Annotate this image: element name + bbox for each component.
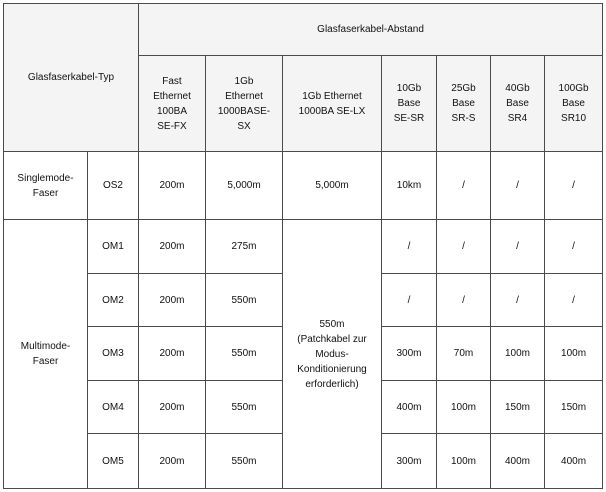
table-cell: 200m bbox=[139, 327, 206, 381]
table-cell: / bbox=[491, 274, 545, 327]
table-cell: 550m bbox=[206, 381, 283, 434]
table-cell: / bbox=[382, 220, 437, 274]
fiber-type-om1: OM1 bbox=[88, 220, 139, 274]
fiber-type-om2: OM2 bbox=[88, 274, 139, 327]
table-cell: / bbox=[545, 274, 603, 327]
table-cell: / bbox=[545, 152, 603, 220]
column-header-100gb: 100Gb Base SR10 bbox=[545, 56, 603, 152]
table-cell: 10km bbox=[382, 152, 437, 220]
table-cell: 5,000m bbox=[283, 152, 382, 220]
table-cell: / bbox=[437, 220, 491, 274]
table-cell: 100m bbox=[437, 434, 491, 489]
table-cell: / bbox=[491, 220, 545, 274]
column-header-1gb-lx: 1Gb Ethernet 1000BA SE-LX bbox=[283, 56, 382, 152]
table-cell: 400m bbox=[545, 434, 603, 489]
table-cell: 400m bbox=[491, 434, 545, 489]
table-cell: 200m bbox=[139, 381, 206, 434]
table-cell: 150m bbox=[491, 381, 545, 434]
fiber-type-om4: OM4 bbox=[88, 381, 139, 434]
table-cell: 275m bbox=[206, 220, 283, 274]
table-row bbox=[4, 220, 603, 274]
column-header-40gb: 40Gb Base SR4 bbox=[491, 56, 545, 152]
column-header-10gb: 10Gb Base SE-SR bbox=[382, 56, 437, 152]
table-cell: / bbox=[545, 220, 603, 274]
table-cell: 200m bbox=[139, 274, 206, 327]
table-cell: / bbox=[437, 152, 491, 220]
table-cell: 150m bbox=[545, 381, 603, 434]
fiber-type-om3: OM3 bbox=[88, 327, 139, 381]
column-header-fast-ethernet: Fast Ethernet 100BA SE-FX bbox=[139, 56, 206, 152]
table-cell: 200m bbox=[139, 220, 206, 274]
table-cell: 5,000m bbox=[206, 152, 283, 220]
cable-type-header: Glasfaserkabel-Typ bbox=[4, 4, 139, 152]
table-cell: / bbox=[491, 152, 545, 220]
cable-distance-header: Glasfaserkabel-Abstand bbox=[139, 4, 603, 56]
table-cell: 70m bbox=[437, 327, 491, 381]
table-cell: / bbox=[382, 274, 437, 327]
table-cell: 100m bbox=[545, 327, 603, 381]
column-header-1gb-sx: 1Gb Ethernet 1000BASE- SX bbox=[206, 56, 283, 152]
table-cell: 300m bbox=[382, 434, 437, 489]
fiber-type-os2: OS2 bbox=[88, 152, 139, 220]
singlemode-label: Singlemode- Faser bbox=[4, 152, 88, 220]
table-cell: 100m bbox=[437, 381, 491, 434]
column-header-25gb: 25Gb Base SR-S bbox=[437, 56, 491, 152]
table-cell: 550m bbox=[206, 327, 283, 381]
multimode-label: Multimode- Faser bbox=[4, 220, 88, 489]
table-cell: 200m bbox=[139, 152, 206, 220]
merged-lx-note: 550m (Patchkabel zur Modus- Konditionierung erforderlich) bbox=[283, 220, 382, 489]
table-cell: 550m bbox=[206, 274, 283, 327]
table-cell: / bbox=[437, 274, 491, 327]
table-cell: 400m bbox=[382, 381, 437, 434]
fiber-type-om5: OM5 bbox=[88, 434, 139, 489]
table-cell: 200m bbox=[139, 434, 206, 489]
table-cell: 550m bbox=[206, 434, 283, 489]
table-row bbox=[4, 152, 603, 220]
fiber-cable-distance-table bbox=[3, 3, 603, 489]
table-cell: 300m bbox=[382, 327, 437, 381]
table-cell: 100m bbox=[491, 327, 545, 381]
